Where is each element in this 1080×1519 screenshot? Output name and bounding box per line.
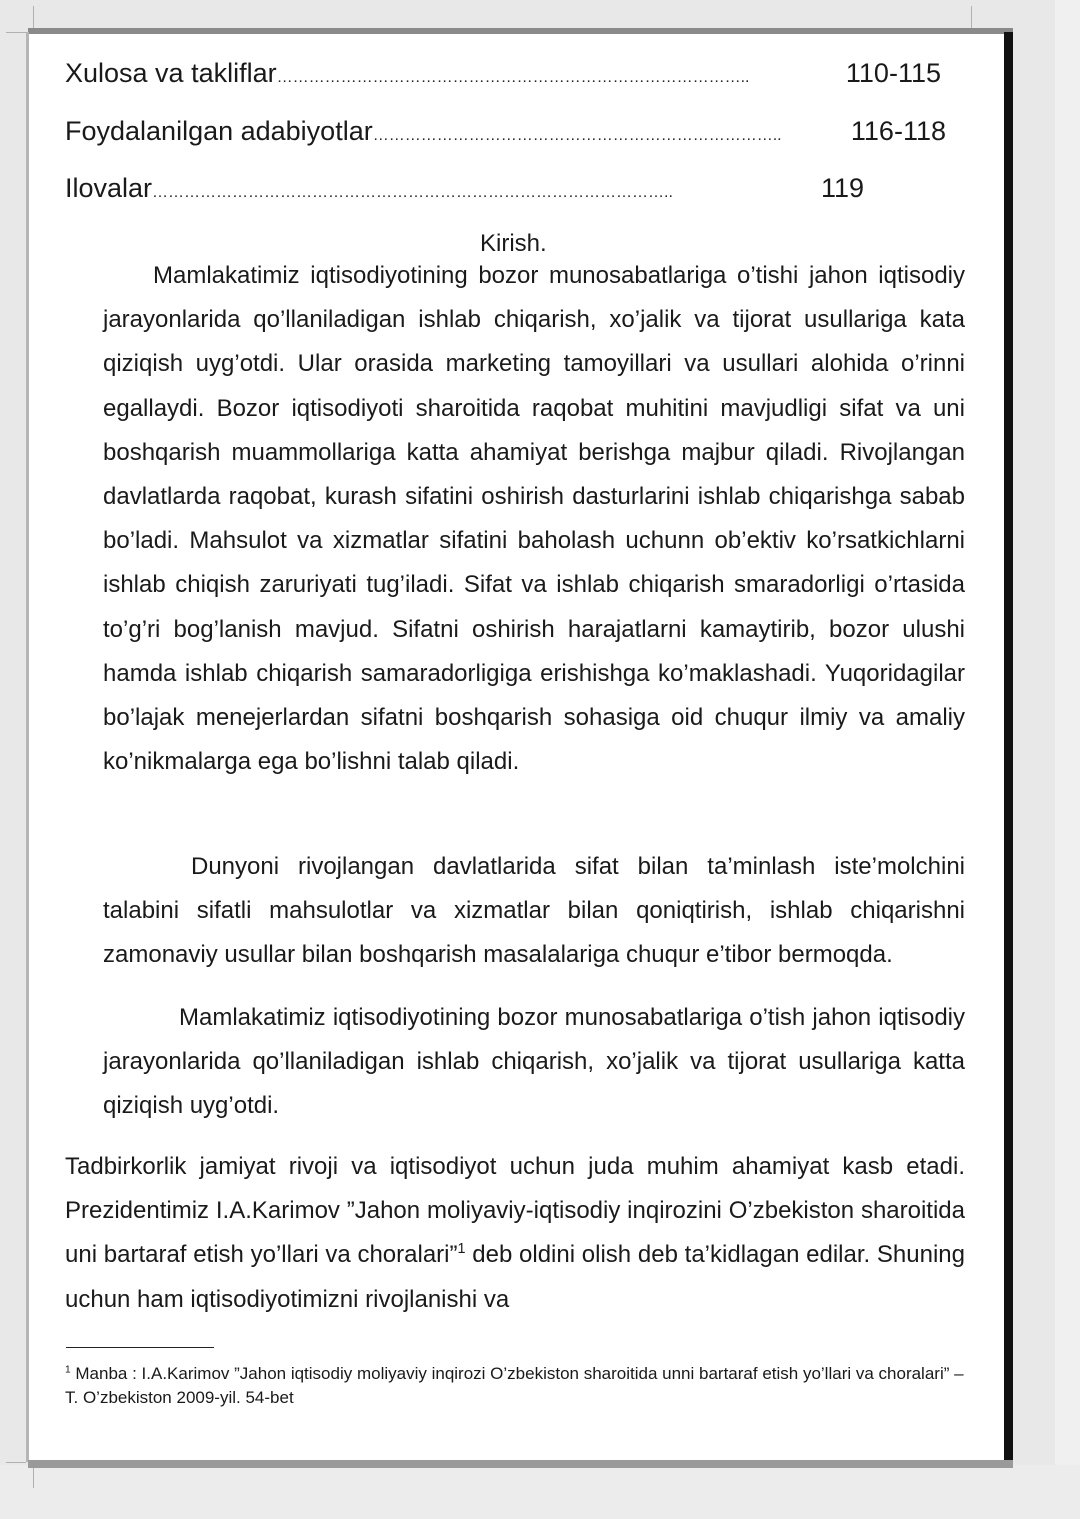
paragraph-text: Tadbirkorlik jamiyat rivoji va iqtisodiyot uchun juda muhim ahamiyat kasb etadi. Prezidentimiz I.A.Karimov ”Jahon moliyaviy-iqtisodiy inqirozini O’zbekiston sharoitida uni bartaraf etish yo’llari va choralari” — [65, 1153, 965, 1269]
body-paragraph — [65, 1145, 965, 1322]
toc-entry-label: Ilovalar — [65, 173, 153, 203]
crop-mark — [33, 1468, 34, 1488]
page-top-edge — [28, 28, 1013, 34]
body-paragraph: Mamlakatimiz iqtisodiyotining bozor munosabatlariga o’tishi jahon iqtisodiy jarayonlarida qo’llaniladigan ishlab chiqarish, xo’jalik va tijorat usullariga kata qiziqish uyg’otdi. Ular orasida marketing tamoyillari va usullari alohida o’rinni egallaydi. Bozor iqtisodiyoti sharoitida raqobat muhitini mavjudligi sifat va uni boshqarish muammollariga katta ahamiyat berishga majbur qiladi. Rivojlangan davlatlarda raqobat, kurash sifatini oshirish dasturlarini ishlab chiqarishga sabab bo’ladi. Mahsulot va xizmatlar sifatini baholash uchunn ob’ektiv ko’rsatkichlarni ishlab chiqish zaruriyati tug’iladi. Sifat va ishlab chiqarish smaradorligi o’rtasida to’g’ri bog’lanish mavjud. Sifatni oshirish harajatlarni kamaytirib, bozor ulushi hamda ishlab chiqarish samaradorligiga erishishga ko’maklashadi. Yuqoridagilar bo’lajak menejerlardan sifatni boshqarish sohasiga oid chuqur ilmiy va amaliy ko’nikmalarga ega bo’lishni talab qiladi. — [103, 262, 965, 776]
section-heading: Kirish. — [480, 230, 547, 257]
footnote — [65, 1362, 965, 1410]
footnote-reference: 1 — [457, 1241, 466, 1258]
toc-entry-label: Xulosa va takliflar — [65, 58, 277, 88]
toc-entry-page: 119 — [820, 173, 864, 203]
toc-entry-label: Foydalanilgan adabiyotlar — [65, 116, 373, 146]
toc-entry — [65, 116, 946, 147]
footnote-text: T. O’zbekiston 2009-yil. 54-bet — [65, 1388, 294, 1407]
toc-leader-dots: …………………………………………………………………………….. — [276, 69, 750, 86]
toc-leader-dots: ………………………………………………………………….. — [372, 127, 782, 144]
toc-entry — [65, 58, 941, 89]
body-paragraph: Mamlakatimiz iqtisodiyotining bozor munosabatlariga o’tish jahon iqtisodiy jarayonlarida qo’llaniladigan ishlab chiqarish, xo’jalik va tijorat usullariga katta qiziqish uyg’otdi. — [103, 1004, 965, 1120]
footnote-text: Manba : I.A.Karimov ”Jahon iqtisodiy moliyaviy inqirozi O’zbekiston sharoitida unni bartaraf etish yo’llari va choralari” – — [70, 1364, 964, 1383]
toc-leader-dots: …………………………………………………………………………………….. — [152, 184, 673, 201]
crop-mark — [6, 1462, 26, 1463]
footnote-marker: 1 — [65, 1364, 71, 1376]
toc-entry-page: 116-118 — [850, 116, 946, 146]
paragraph-text: deb oldini olish deb ta’kidlagan edilar. Shuning uchun ham iqtisodiyotimizni rivojlanishi va — [65, 1241, 966, 1313]
page-right-edge — [1004, 32, 1013, 1462]
toc-entry-page: 110-115 — [845, 58, 941, 88]
toc-entry — [65, 173, 864, 204]
page-left-edge — [26, 32, 29, 1462]
page-bottom-edge — [28, 1460, 1013, 1468]
crop-mark — [6, 32, 26, 33]
body-paragraph: Dunyoni rivojlangan davlatlarida sifat bilan ta’minlash iste’molchini talabini sifatli mahsulotlar va xizmatlar bilan qoniqtirish, ishlab chiqarishni zamonaviy usullar bilan boshqarish masalalariga chuqur e’tibor bermoqda. — [103, 853, 965, 969]
footnote-separator — [66, 1347, 214, 1348]
crop-mark — [33, 6, 34, 30]
viewer-background-right — [1055, 0, 1080, 1519]
viewer-background-bottom — [0, 1465, 1080, 1519]
crop-mark — [971, 6, 972, 30]
